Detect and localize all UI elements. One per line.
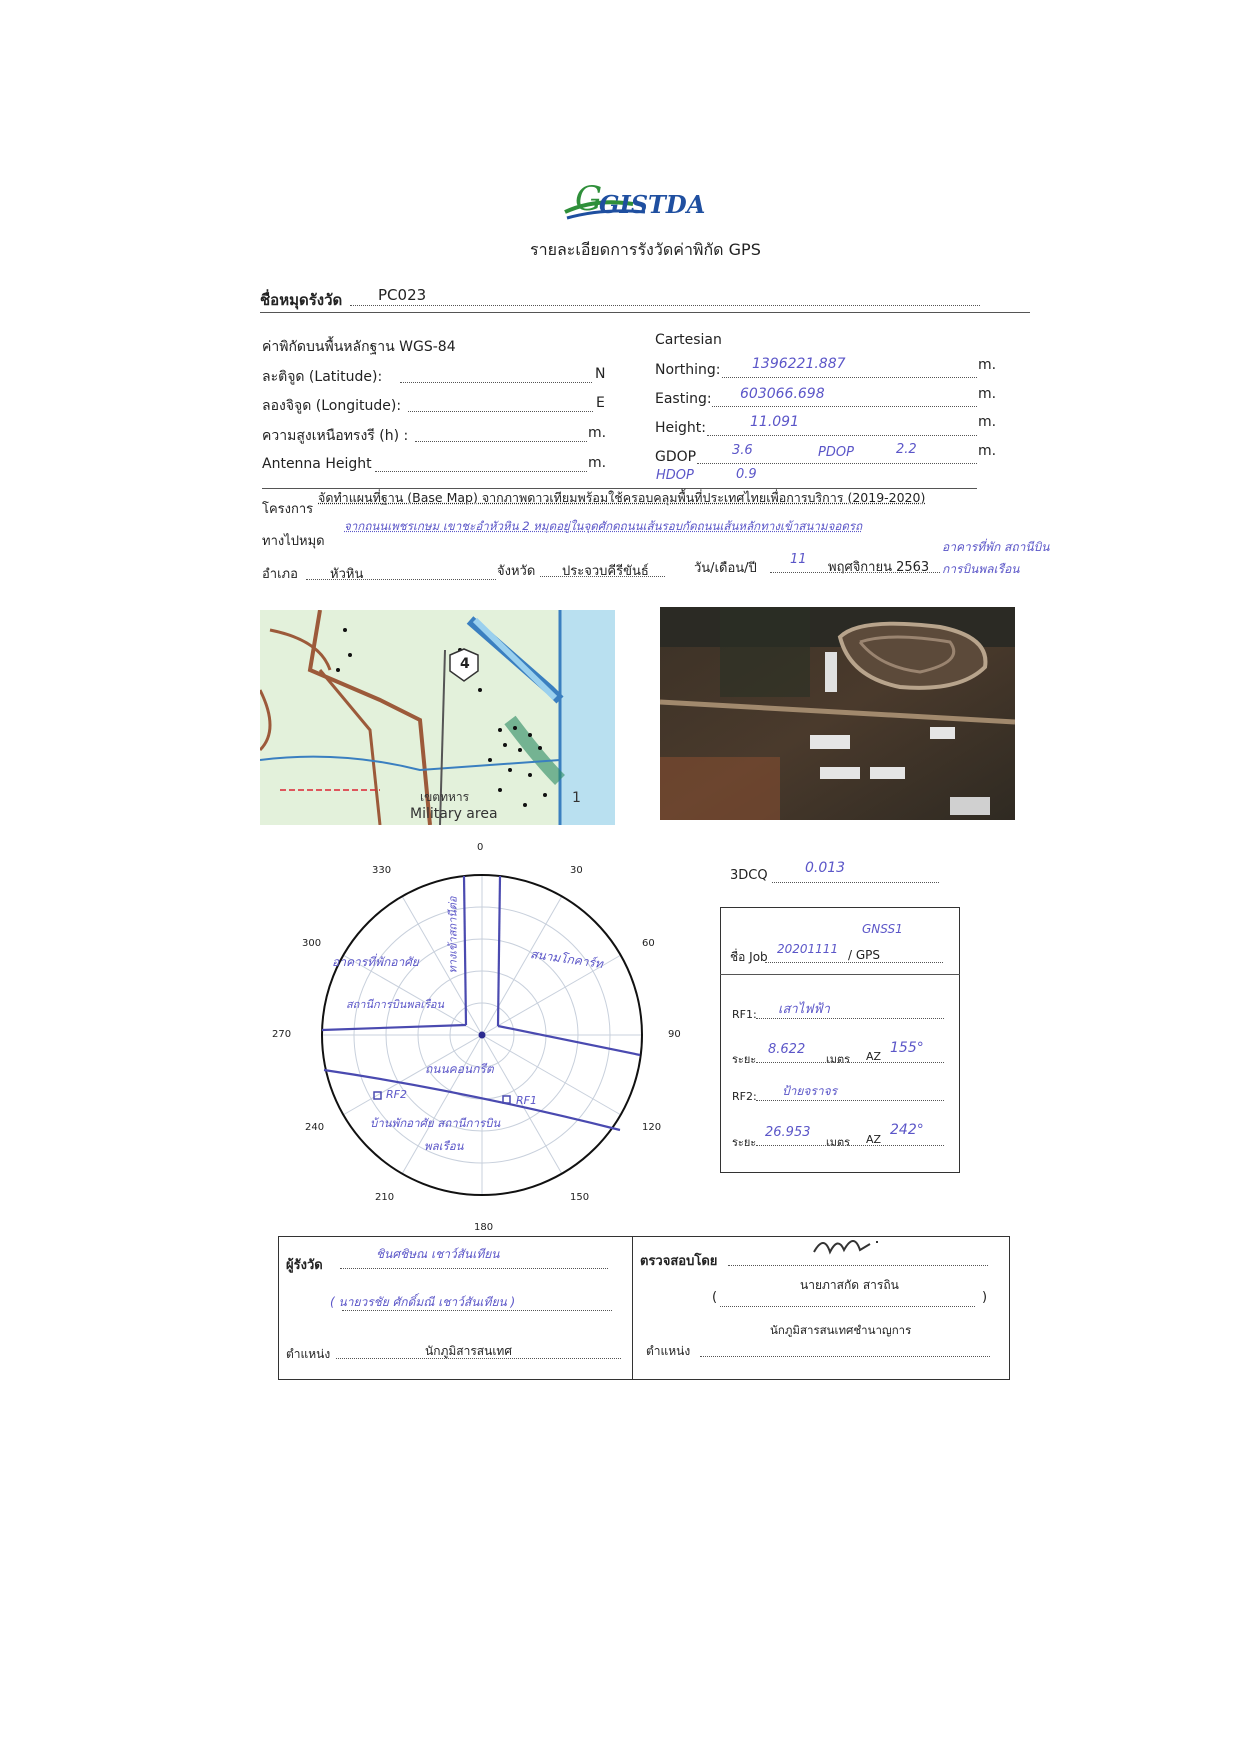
ant-unit: m. [588, 455, 607, 471]
angle-label: 300 [302, 938, 322, 949]
location-note2: การบินพลเรือน [942, 562, 1020, 576]
gps-value: GNSS1 [862, 922, 903, 936]
map-thai-label: เขตทหาร [420, 790, 470, 804]
map-corner-number: 1 [572, 790, 581, 806]
dist1-value: 8.622 [768, 1042, 806, 1057]
height-ellipsoid-label: ความสูงเหนือทรงรี (h) : [262, 428, 409, 444]
logo-text: GISTDA [599, 190, 706, 219]
dcq-value: 0.013 [805, 860, 846, 876]
gdop-value: 3.6 [732, 443, 753, 458]
antenna-label: Antenna Height [262, 456, 372, 472]
az1-label: AZ [866, 1050, 882, 1063]
dist1-unit: เมตร [826, 1053, 851, 1066]
gdop-label: GDOP [655, 449, 697, 465]
station-value: PC023 [378, 286, 427, 304]
angle-label: 30 [570, 865, 583, 876]
date-label: วัน/เดือน/ปี [694, 561, 757, 576]
lat-label: ละติจูด (Latitude): [262, 369, 383, 385]
checker-name: นายภาสกัด สารถิน [800, 1278, 899, 1292]
pdop-value: 2.2 [896, 442, 917, 457]
pdop-label: PDOP [818, 445, 854, 460]
dist1-label: ระยะ [732, 1053, 757, 1066]
note-kart: สนามโกคาร์ท [529, 946, 604, 972]
lon-label: ลองจิจูด (Longitude): [262, 398, 402, 414]
angle-label: 150 [570, 1192, 590, 1203]
easting-unit: m. [978, 386, 997, 402]
rf1-value: เสาไฟฟ้า [778, 1002, 830, 1017]
dist2-unit: เมตร [826, 1136, 851, 1149]
rf2-value: ป้ายจราจร [782, 1084, 838, 1098]
az2-value: 242° [890, 1122, 924, 1138]
checker-pos-label: ตำแหน่ง [646, 1344, 691, 1358]
note-residence: อาคารที่พักอาศัย [332, 955, 419, 969]
gps-label: / GPS [848, 948, 881, 962]
province-value: ประจวบคีรีขันธ์ [562, 564, 649, 579]
angle-label: 90 [668, 1029, 681, 1040]
note-rf2: RF2 [386, 1088, 407, 1101]
height-unit: m. [978, 414, 997, 430]
job-name-value: 20201111 [777, 942, 839, 956]
az2-label: AZ [866, 1133, 882, 1146]
height-label: Height: [655, 420, 706, 436]
dist2-value: 26.953 [765, 1125, 811, 1140]
note-housing: บ้านพักอาศัย สถานีการบิน [370, 1116, 501, 1130]
lon-unit: E [596, 395, 605, 411]
checker-title: นักภูมิสารสนเทศชำนาญการ [770, 1323, 912, 1337]
hdop-label: HDOP [656, 468, 694, 483]
province-label: จังหวัด [497, 564, 536, 579]
note-airport: สถานีการบินพลเรือน [345, 998, 445, 1011]
signature-icon [810, 1228, 890, 1262]
map-route-number: 4 [460, 656, 470, 672]
surveyor-name: ชินศชิษณ เชาว์สันเทียน [376, 1247, 500, 1261]
surveyor-paren: ( นายวรชัย ศักดิ์มณี เชาว์สันเทียน ) [330, 1295, 516, 1309]
checker-paren-open: ( [712, 1290, 718, 1305]
svg-text:G: G [575, 179, 603, 219]
angle-label: 330 [372, 865, 392, 876]
easting-value: 603066.698 [740, 386, 825, 402]
checker-paren-close: ) [982, 1290, 988, 1305]
district-label: อำเภอ [262, 567, 298, 582]
job-name-label: ชื่อ Job [730, 950, 768, 964]
checker-label: ตรวจสอบโดย [640, 1254, 718, 1269]
cartesian-heading: Cartesian [655, 332, 722, 348]
route-label: ทางไปหมุด [262, 534, 325, 549]
surveyor-pos-value: นักภูมิสารสนเทศ [425, 1344, 512, 1358]
sky-plot-graphic [260, 840, 700, 1240]
az1-value: 155° [890, 1040, 924, 1056]
surveyor-pos-label: ตำแหน่ง [286, 1347, 331, 1361]
angle-label: 240 [305, 1122, 325, 1133]
gdop-unit: m. [978, 443, 997, 459]
district-value: หัวหิน [330, 567, 364, 582]
satellite-graphic [660, 607, 1015, 820]
date-monthyear: พฤศจิกายน 2563 [828, 560, 930, 575]
northing-label: Northing: [655, 362, 721, 378]
angle-label: 60 [642, 938, 655, 949]
dcq-label: 3DCQ [730, 868, 768, 883]
angle-label: 0 [477, 842, 484, 853]
page-title: รายละเอียดการรังวัดค่าพิกัด GPS [530, 240, 761, 259]
lat-unit: N [595, 366, 606, 382]
location-note1: อาคารที่พัก สถานีบิน [942, 540, 1050, 554]
project-label: โครงการ [262, 502, 314, 517]
satellite-image [660, 607, 1015, 820]
note-civil: พลเรือน [424, 1139, 464, 1153]
dist2-label: ระยะ [732, 1136, 757, 1149]
angle-label: 210 [375, 1192, 395, 1203]
surveyor-label: ผู้รังวัด [286, 1258, 323, 1273]
rf1-label: RF1: [732, 1008, 757, 1021]
project-value: จัดทำแผนที่ฐาน (Base Map) จากภาพดาวเทียมพร้อมใช้ครอบคลุมพื้นที่ประเทศไทยเพื่อการบริการ (2019-2020) [318, 490, 926, 505]
date-day: 11 [790, 552, 807, 567]
map-military-label: Military area [410, 806, 498, 822]
northing-unit: m. [978, 357, 997, 373]
northing-value: 1396221.887 [752, 356, 846, 372]
easting-label: Easting: [655, 391, 712, 407]
angle-label: 270 [272, 1029, 292, 1040]
sky-plot [260, 840, 700, 1240]
note-rf1: RF1 [516, 1094, 537, 1107]
wgs-heading: ค่าพิกัดบนพื้นหลักฐาน WGS-84 [262, 339, 456, 355]
height-value: 11.091 [750, 414, 799, 430]
h-unit: m. [588, 425, 607, 441]
rf2-label: RF2: [732, 1090, 757, 1103]
note-concrete-road: ถนนคอนกรีต [425, 1062, 494, 1076]
hdop-value: 0.9 [736, 467, 757, 482]
route-value: จากถนนเพชรเกษม เขาชะอำหัวหิน 2 หมุดอยู่ในจุดศักดถนนเส้นรอบกัดถนนเส้นหลักทางเข้าสนามจอดรถ [344, 519, 863, 533]
note-north: ทางเข้าสถานีต่อ [446, 896, 460, 974]
station-label: ชื่อหมุดรังวัด [260, 291, 343, 309]
angle-label: 120 [642, 1122, 662, 1133]
angle-label: 180 [474, 1222, 494, 1233]
gistda-logo [555, 178, 725, 226]
topographic-map [260, 610, 615, 825]
